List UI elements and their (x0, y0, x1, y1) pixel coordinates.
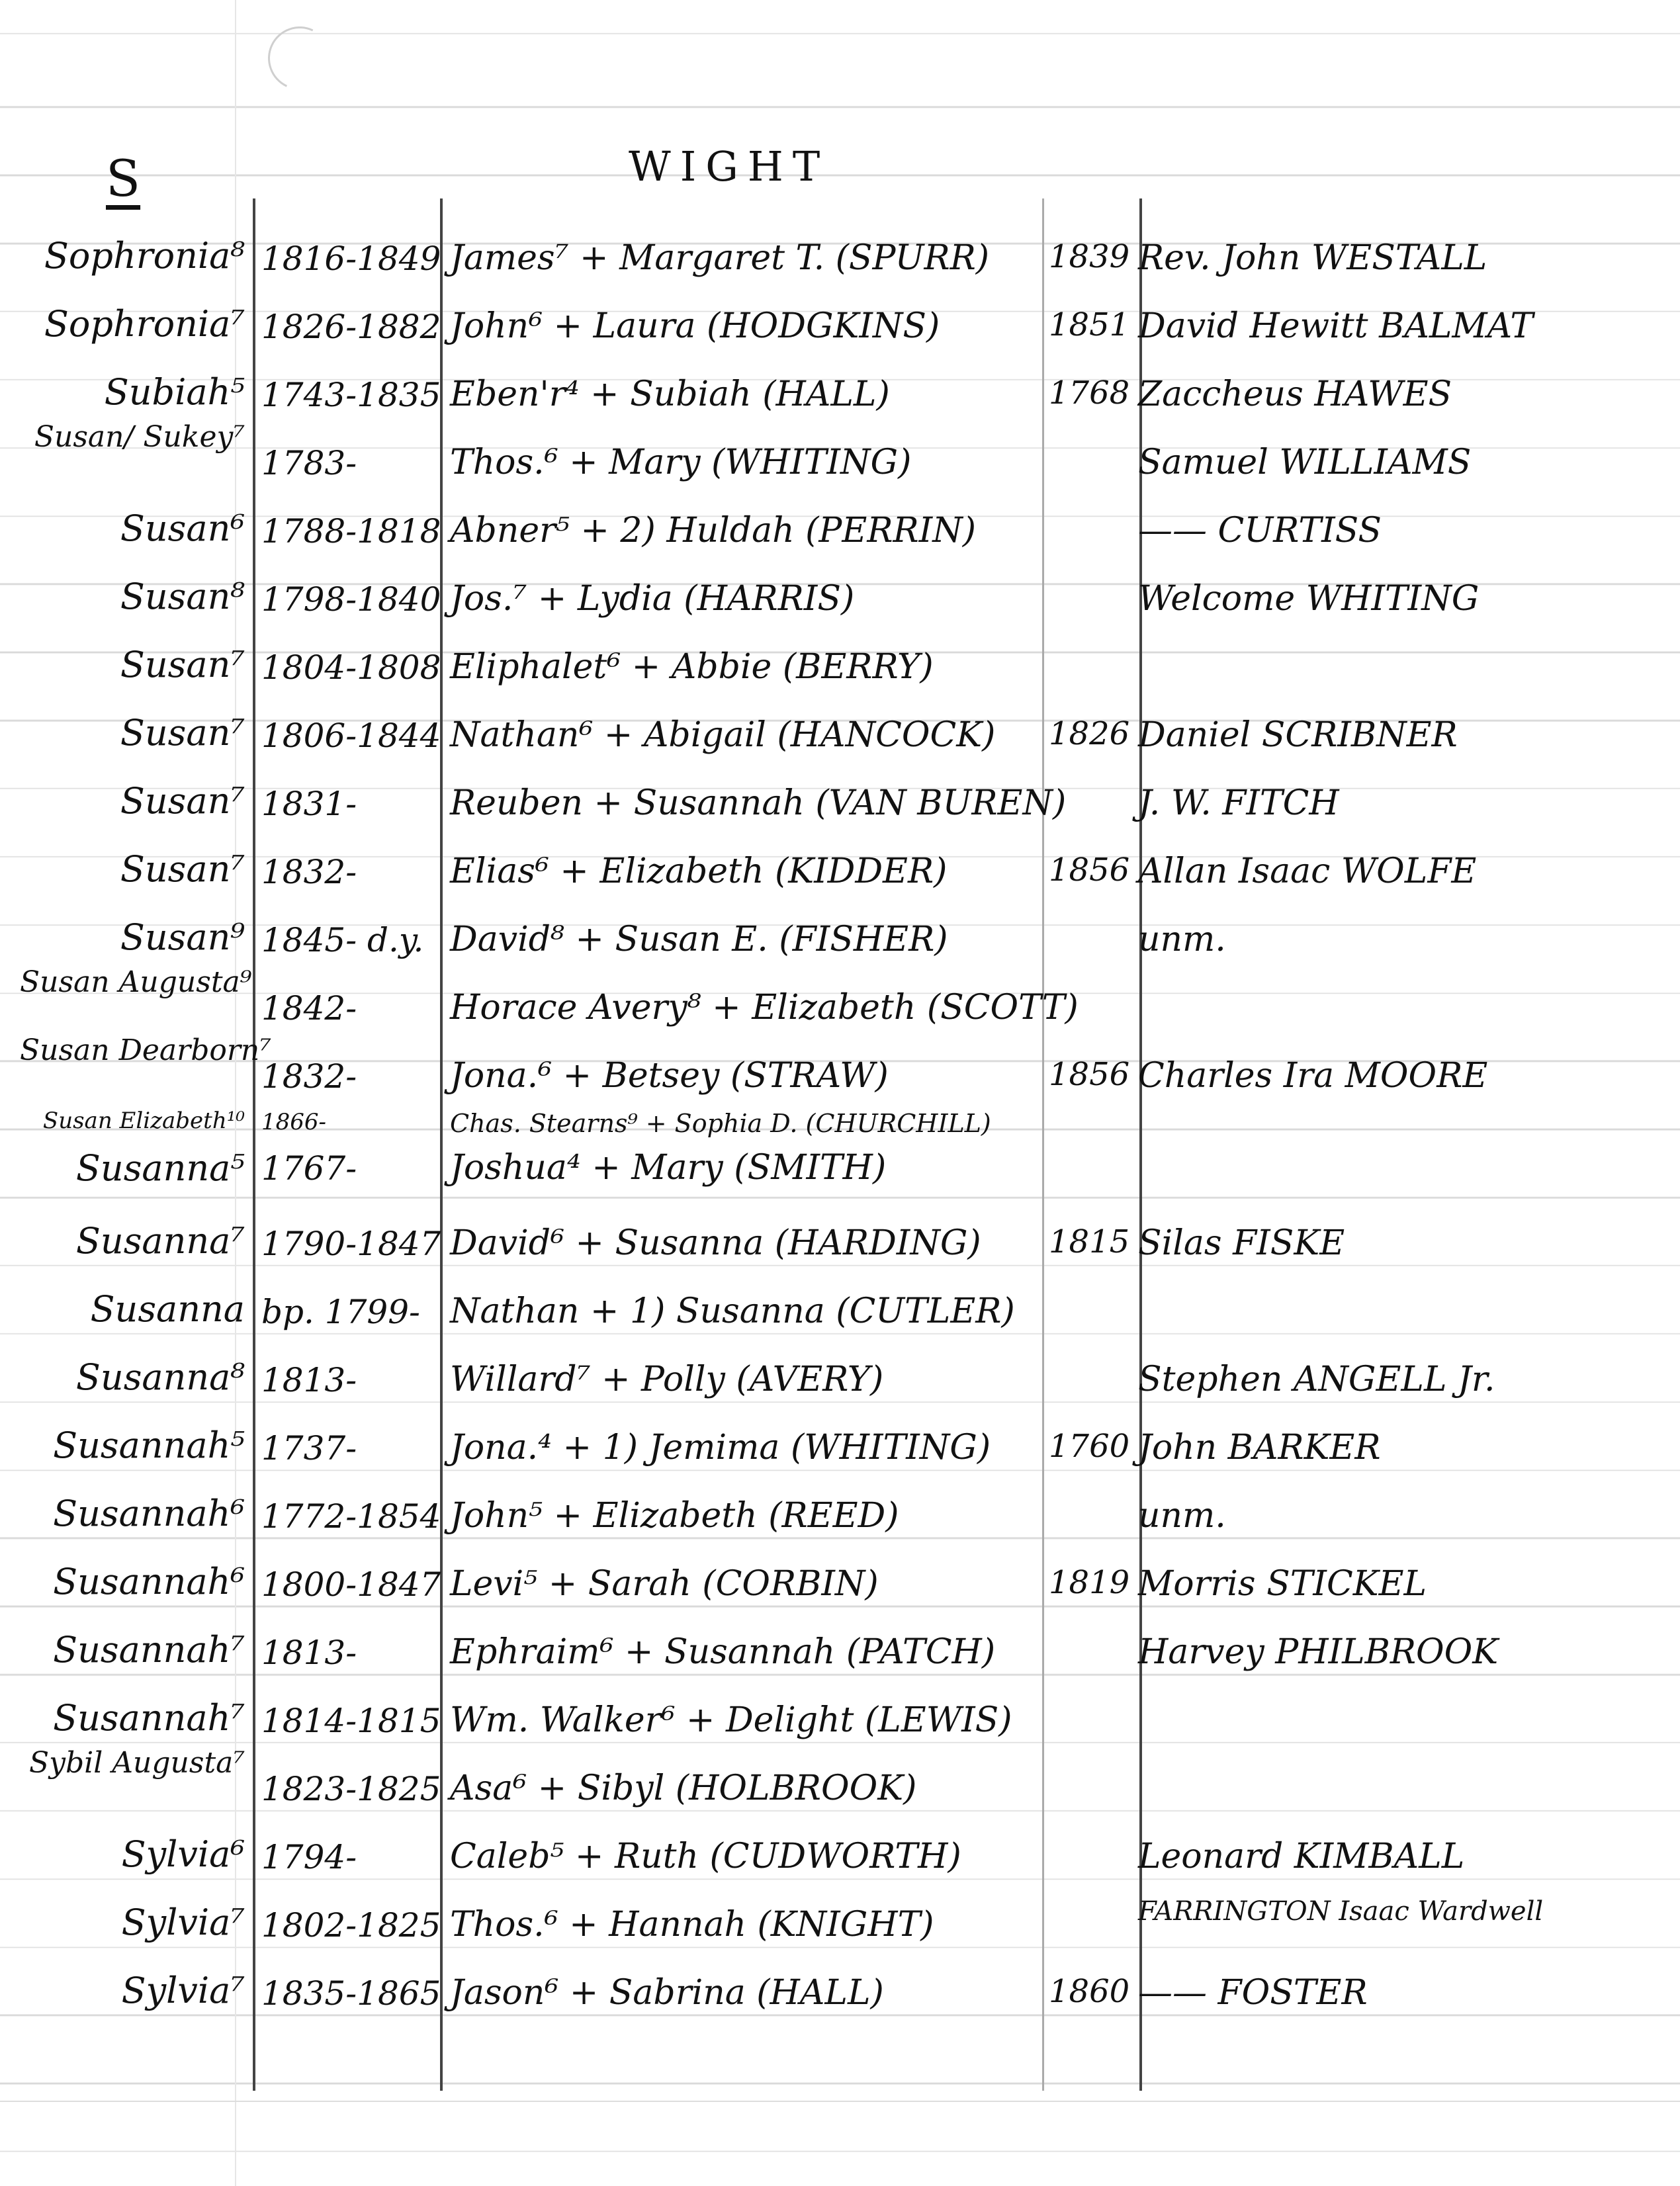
marriage-year: 1819 (1049, 1564, 1130, 1601)
life-dates: 1743-1835 (261, 376, 441, 414)
life-dates: 1866- (261, 1109, 327, 1135)
spouse: Stephen ANGELL Jr. (1138, 1360, 1495, 1399)
marriage-year: 1768 (1049, 374, 1130, 412)
given-name: Susan⁹ (120, 916, 245, 958)
spouse: Allan Isaac WOLFE (1138, 852, 1477, 891)
given-name: Susanna⁵ (75, 1147, 245, 1189)
surname-heading: WIGHT (629, 142, 830, 191)
table-row (0, 491, 1680, 559)
given-name: Sylvia⁷ (121, 1902, 245, 1943)
life-dates: 1813- (261, 1361, 357, 1399)
parents: Eliphalet⁶ + Abbie (BERRY) (450, 647, 934, 687)
given-name: Sylvia⁷ (121, 1970, 245, 2011)
life-dates: 1772-1854 (261, 1497, 441, 1536)
table-row (0, 559, 1680, 627)
given-name: Sophronia⁷ (44, 303, 245, 345)
table-row (0, 1104, 1680, 1144)
table-row (0, 1203, 1680, 1272)
given-name: Susannah⁷ (53, 1697, 245, 1739)
table-row (0, 1544, 1680, 1612)
given-name: Susan⁷ (120, 848, 245, 890)
table-row (0, 900, 1680, 968)
table-row (0, 1408, 1680, 1476)
life-dates: 1788-1818 (261, 512, 441, 550)
parents: Joshua⁴ + Mary (SMITH) (450, 1148, 887, 1188)
parents: Chas. Stearns⁹ + Sophia D. (CHURCHILL) (450, 1109, 991, 1138)
table-row (0, 286, 1680, 355)
marriage-year: 1839 (1049, 238, 1130, 275)
life-dates: 1767- (261, 1149, 357, 1188)
parents: Jona.⁴ + 1) Jemima (WHITING) (450, 1428, 991, 1467)
life-dates: 1794- (261, 1838, 357, 1876)
table-row (0, 1953, 1680, 2021)
parents: Jona.⁶ + Betsey (STRAW) (450, 1056, 889, 1096)
given-name: Susan⁷ (120, 712, 245, 754)
life-dates: 1835-1865 (261, 1974, 441, 2013)
table-row (0, 832, 1680, 900)
given-name: Susan⁷ (120, 780, 245, 822)
spouse: FARRINGTON Isaac Wardwell (1138, 1896, 1544, 1927)
given-name: Susannah⁷ (53, 1629, 245, 1671)
marriage-year: 1851 (1049, 306, 1130, 343)
given-name: Sybil Augusta⁷ (28, 1746, 245, 1780)
parents: Willard⁷ + Polly (AVERY) (450, 1360, 884, 1399)
life-dates: 1831- (261, 785, 357, 823)
spouse: Rev. John WESTALL (1138, 238, 1487, 278)
life-dates: 1790-1847 (261, 1225, 441, 1263)
parents: Caleb⁵ + Ruth (CUDWORTH) (450, 1837, 961, 1876)
life-dates: 1826-1882 (261, 308, 441, 346)
given-name: Susanna⁸ (75, 1356, 245, 1398)
life-dates: 1816-1849 (261, 240, 441, 278)
table-row (0, 1612, 1680, 1681)
parents: Ephraim⁶ + Susannah (PATCH) (450, 1632, 996, 1672)
spouse: John BARKER (1138, 1428, 1381, 1467)
spouse: Zaccheus HAWES (1138, 374, 1452, 414)
table-row (0, 965, 1680, 1036)
parents: James⁷ + Margaret T. (SPURR) (450, 238, 990, 278)
life-dates: 1806-1844 (261, 717, 441, 755)
genealogy-table (0, 218, 1680, 2021)
table-row (0, 1746, 1680, 1817)
life-dates: 1842- (261, 989, 357, 1027)
life-dates: 1802-1825 (261, 1906, 441, 1945)
parents: David⁸ + Susan E. (FISHER) (450, 920, 948, 959)
bottom-rule (0, 2101, 1680, 2102)
parents: Thos.⁶ + Mary (WHITING) (450, 443, 912, 482)
given-name: Susan Augusta⁹ (20, 965, 252, 999)
spouse: Silas FISKE (1138, 1223, 1345, 1263)
parents: Abner⁵ + 2) Huldah (PERRIN) (450, 511, 976, 550)
given-name: Sylvia⁶ (121, 1833, 245, 1875)
marriage-year: 1860 (1049, 1973, 1130, 2010)
table-row (0, 355, 1680, 423)
parents: John⁵ + Elizabeth (REED) (450, 1496, 899, 1536)
marriage-year: 1856 (1049, 852, 1130, 889)
spouse: Welcome WHITING (1138, 579, 1480, 619)
life-dates: 1783- (261, 444, 357, 482)
parents: Asa⁶ + Sibyl (HOLBROOK) (450, 1769, 917, 1808)
spouse: Morris STICKEL (1138, 1564, 1427, 1604)
spouse: David Hewitt BALMAT (1138, 306, 1534, 346)
spouse: J. W. FITCH (1138, 783, 1339, 823)
parents: Levi⁵ + Sarah (CORBIN) (450, 1564, 879, 1604)
table-row (0, 1476, 1680, 1544)
given-name: Susannah⁶ (53, 1493, 245, 1534)
spouse: Harvey PHILBROOK (1138, 1632, 1499, 1672)
table-row (0, 1681, 1680, 1749)
life-dates: 1845- d.y. (261, 921, 424, 959)
table-row (0, 1272, 1680, 1340)
parents: Eben'r⁴ + Subiah (HALL) (450, 374, 890, 414)
spouse: Charles Ira MOORE (1138, 1056, 1488, 1096)
parents: Nathan + 1) Susanna (CUTLER) (450, 1291, 1015, 1331)
marriage-year: 1815 (1049, 1223, 1130, 1260)
table-row (0, 627, 1680, 695)
parents: Thos.⁶ + Hannah (KNIGHT) (450, 1905, 934, 1945)
spouse: —— CURTISS (1138, 511, 1382, 550)
life-dates: 1814-1815 (261, 1702, 441, 1740)
table-row (0, 1817, 1680, 1885)
given-name: Susan Dearborn⁷ (20, 1033, 271, 1067)
table-row (0, 1033, 1680, 1104)
given-name: Susan⁸ (120, 576, 245, 617)
life-dates: 1832- (261, 1057, 357, 1096)
punch-hole (259, 17, 340, 99)
section-letter: S (106, 149, 141, 208)
given-name: Susanna (90, 1288, 245, 1330)
marriage-year: 1856 (1049, 1056, 1130, 1093)
given-name: Susan⁶ (120, 507, 245, 549)
parents: John⁶ + Laura (HODGKINS) (450, 306, 940, 346)
parents: Jos.⁷ + Lydia (HARRIS) (450, 579, 855, 619)
table-row (0, 1885, 1680, 1953)
spouse: Leonard KIMBALL (1138, 1837, 1465, 1876)
given-name: Susanna⁷ (75, 1220, 245, 1262)
life-dates: 1804-1808 (261, 648, 441, 687)
marriage-year: 1760 (1049, 1428, 1130, 1465)
table-row (0, 1144, 1680, 1203)
given-name: Susannah⁵ (53, 1424, 245, 1466)
parents: David⁶ + Susanna (HARDING) (450, 1223, 981, 1263)
given-name: Susannah⁶ (53, 1561, 245, 1602)
spouse: unm. (1138, 1496, 1226, 1536)
given-name: Susan/ Sukey⁷ (34, 420, 245, 454)
life-dates: bp. 1799- (261, 1293, 420, 1331)
spouse: Samuel WILLIAMS (1138, 443, 1472, 482)
life-dates: 1737- (261, 1429, 357, 1467)
parents: Wm. Walker⁶ + Delight (LEWIS) (450, 1700, 1012, 1740)
parents: Nathan⁶ + Abigail (HANCOCK) (450, 715, 996, 755)
table-row (0, 420, 1680, 491)
spouse: unm. (1138, 920, 1226, 959)
table-row (0, 218, 1680, 286)
given-name: Susan⁷ (120, 644, 245, 685)
parents: Reuben + Susannah (VAN BUREN) (450, 783, 1067, 823)
spouse: —— FOSTER (1138, 1973, 1368, 2013)
life-dates: 1832- (261, 853, 357, 891)
table-row (0, 695, 1680, 764)
given-name: Susan Elizabeth¹⁰ (42, 1108, 245, 1134)
given-name: Subiah⁵ (104, 371, 245, 413)
table-row (0, 1340, 1680, 1408)
table-row (0, 764, 1680, 832)
given-name: Sophronia⁸ (44, 235, 245, 277)
life-dates: 1800-1847 (261, 1565, 441, 1604)
parents: Elias⁶ + Elizabeth (KIDDER) (450, 852, 948, 891)
parents: Horace Avery⁸ + Elizabeth (SCOTT) (450, 988, 1079, 1027)
parents: Jason⁶ + Sabrina (HALL) (450, 1973, 884, 2013)
life-dates: 1823-1825 (261, 1770, 441, 1808)
life-dates: 1813- (261, 1634, 357, 1672)
marriage-year: 1826 (1049, 715, 1130, 752)
life-dates: 1798-1840 (261, 580, 441, 619)
spouse: Daniel SCRIBNER (1138, 715, 1458, 755)
